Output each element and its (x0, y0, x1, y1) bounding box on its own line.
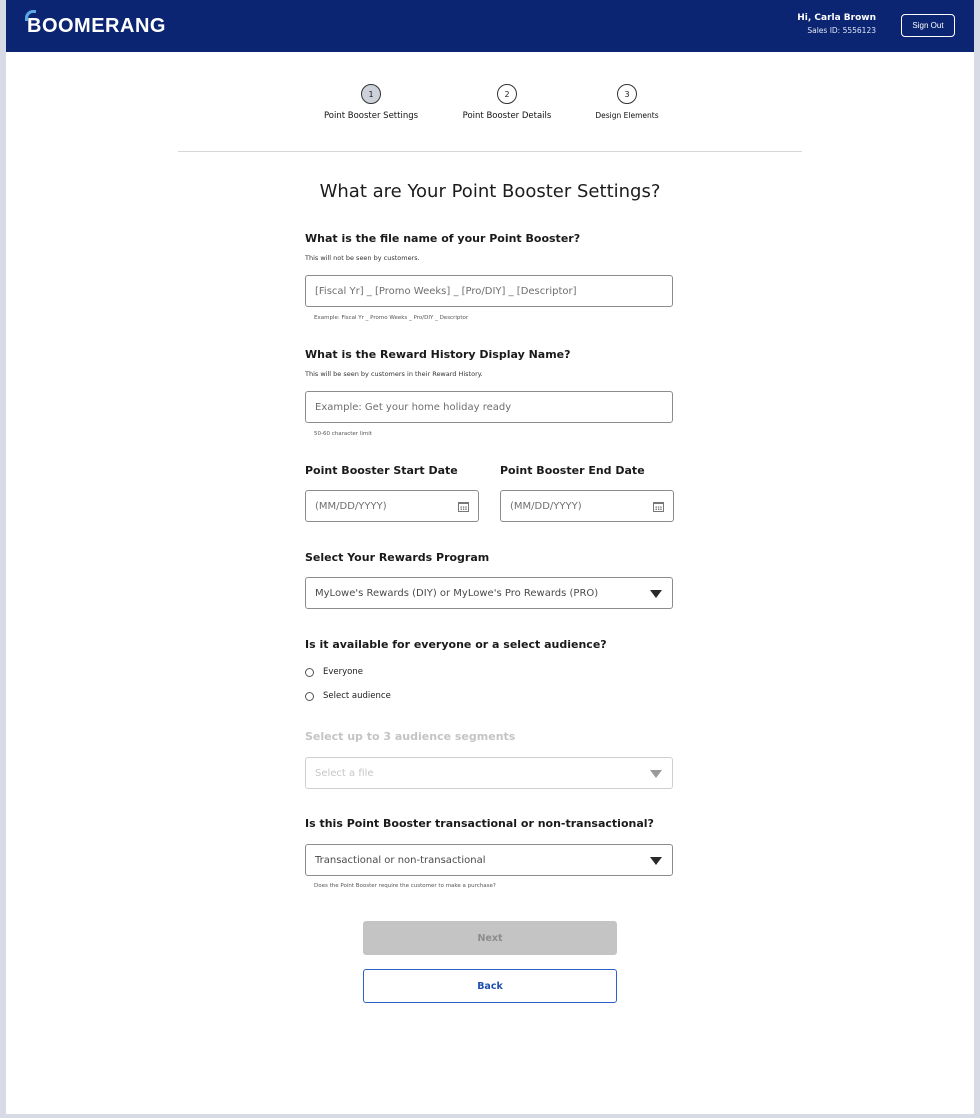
chevron-down-icon (650, 857, 662, 865)
step-2[interactable] (442, 84, 572, 121)
section-divider (178, 151, 802, 152)
boomerang-icon (25, 10, 36, 21)
radio-button[interactable] (305, 692, 314, 701)
transactional-value: Transactional or non-transactional (315, 854, 486, 866)
display-name-placeholder: Example: Get your home holiday ready (315, 401, 512, 413)
progress-stepper (6, 84, 974, 124)
end-date-placeholder: (MM/DD/YYYY) (510, 500, 582, 512)
display-name-question: What is the Reward History Display Name? (305, 348, 571, 361)
calendar-icon[interactable] (458, 502, 469, 512)
calendar-icon[interactable] (653, 502, 664, 512)
radio-button[interactable] (305, 668, 314, 677)
file-name-input[interactable] (305, 275, 673, 307)
audience-option-everyone[interactable] (305, 667, 363, 677)
radio-label: Select audience (323, 691, 391, 701)
end-date-input[interactable] (500, 490, 674, 522)
file-name-subtext: This will not be seen by customers. (305, 254, 420, 262)
display-name-input[interactable] (305, 391, 673, 423)
file-name-placeholder: [Fiscal Yr] _ [Promo Weeks] _ [Pro/DIY] _ [Descriptor] (315, 285, 577, 297)
step-label: Design Elements (595, 111, 659, 120)
end-date-label: Point Booster End Date (500, 464, 645, 477)
start-date-label: Point Booster Start Date (305, 464, 458, 477)
user-info (797, 13, 876, 35)
step-label: Point Booster Details (462, 111, 552, 121)
brand-logo[interactable] (27, 15, 166, 38)
sales-id: Sales ID: 5556123 (807, 26, 876, 35)
top-header (6, 0, 974, 52)
step-1[interactable] (306, 84, 436, 121)
segments-select[interactable] (305, 757, 673, 789)
transactional-hint: Does the Point Booster require the customer to make a purchase? (314, 883, 496, 889)
step-number: 1 (361, 84, 381, 104)
transactional-question: Is this Point Booster transactional or non-transactional? (305, 817, 654, 830)
rewards-program-label: Select Your Rewards Program (305, 551, 490, 564)
rewards-program-value: MyLowe's Rewards (DIY) or MyLowe's Pro Rewards (PRO) (315, 587, 599, 599)
next-button[interactable]: Next (363, 921, 617, 955)
start-date-placeholder: (MM/DD/YYYY) (315, 500, 387, 512)
display-name-hint: 50-60 character limit (314, 431, 372, 437)
step-number: 3 (617, 84, 637, 104)
audience-option-select[interactable] (305, 691, 391, 701)
audience-question: Is it available for everyone or a select audience? (305, 638, 607, 651)
radio-label: Everyone (323, 667, 363, 677)
start-date-input[interactable] (305, 490, 479, 522)
step-label: Point Booster Settings (323, 111, 419, 121)
file-name-question: What is the file name of your Point Booster? (305, 232, 581, 245)
segments-label: Select up to 3 audience segments (305, 730, 516, 743)
page-title: What are Your Point Booster Settings? (319, 181, 661, 202)
page-frame (6, 0, 974, 1114)
chevron-down-icon (650, 590, 662, 598)
step-number: 2 (497, 84, 517, 104)
user-greeting: Hi, Carla Brown (797, 13, 876, 23)
rewards-program-select[interactable] (305, 577, 673, 609)
display-name-subtext: This will be seen by customers in their Reward History. (305, 370, 483, 378)
file-name-hint: Example: Fiscal Yr _ Promo Weeks _ Pro/DIY _ Descriptor (314, 315, 469, 321)
sign-out-button[interactable]: Sign Out (901, 14, 955, 37)
brand-name: BOOMERANG (27, 15, 166, 37)
step-3[interactable] (562, 84, 692, 120)
transactional-select[interactable] (305, 844, 673, 876)
chevron-down-icon (650, 770, 662, 778)
back-button[interactable]: Back (363, 969, 617, 1003)
segments-placeholder: Select a file (315, 767, 374, 779)
